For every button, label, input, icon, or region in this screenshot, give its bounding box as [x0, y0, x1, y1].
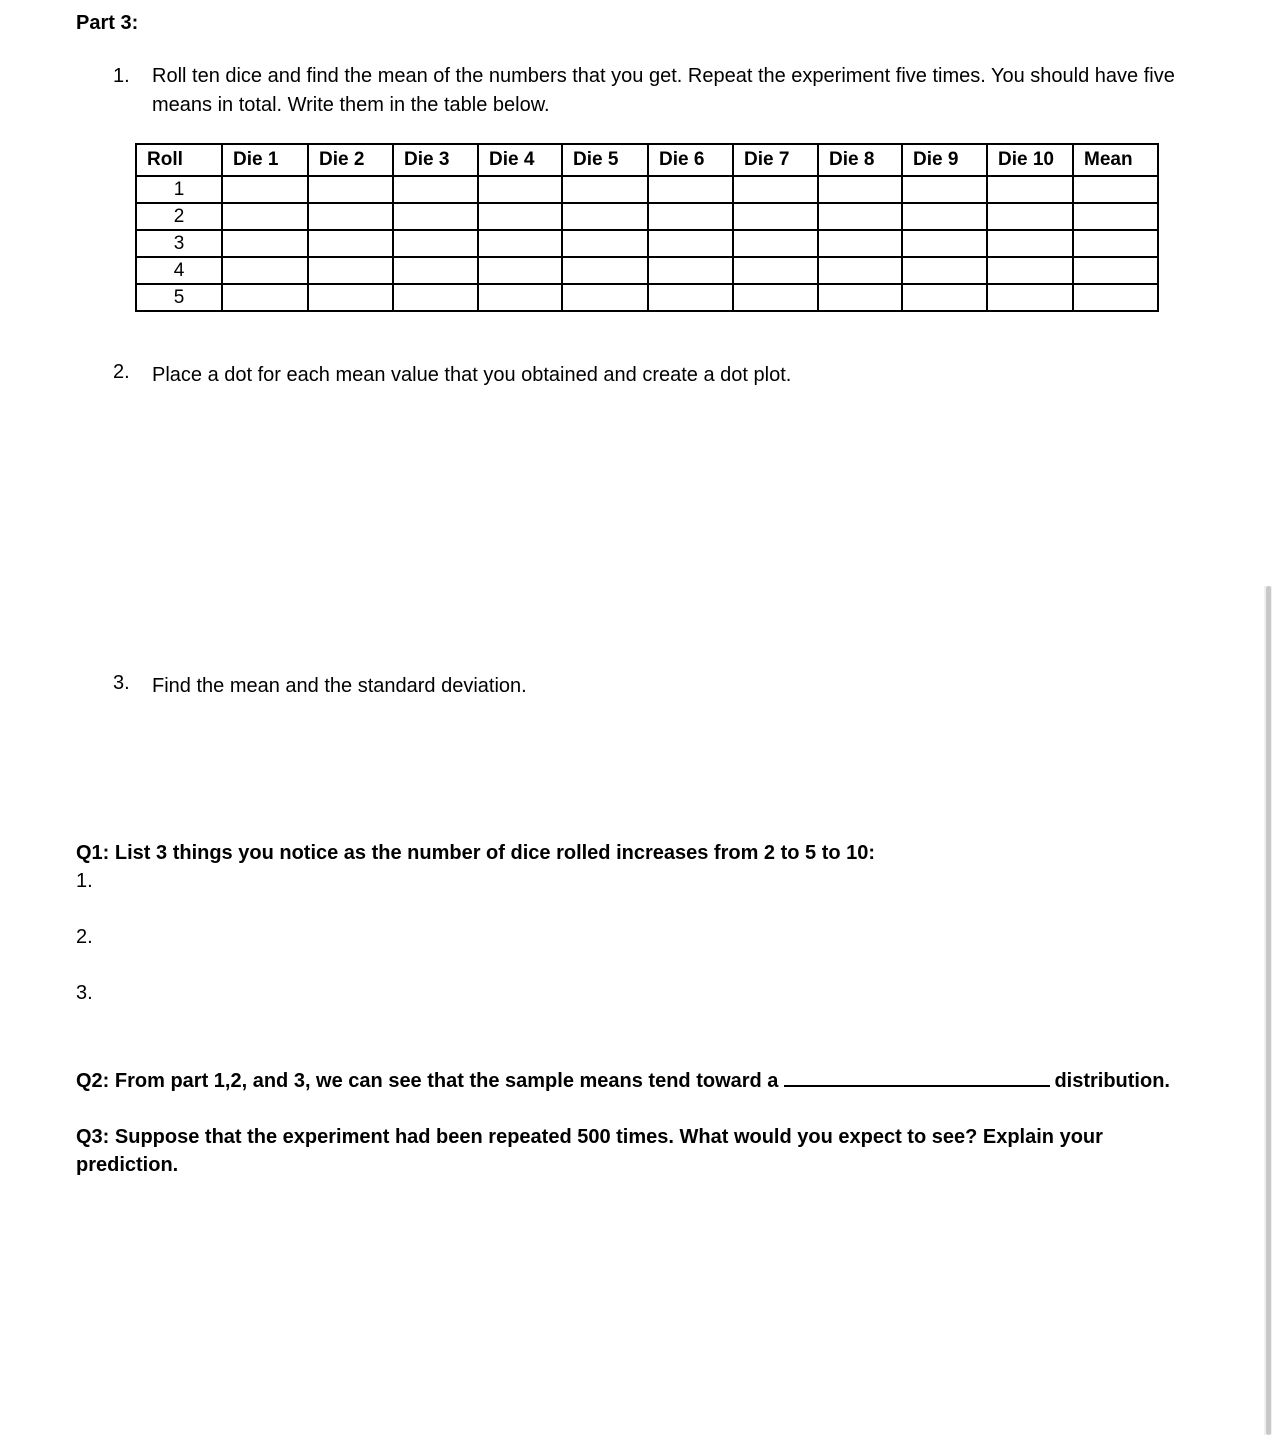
- q1-answer-1-label: 1.: [76, 870, 93, 892]
- table-cell[interactable]: [818, 257, 902, 284]
- table-cell[interactable]: [308, 284, 393, 311]
- q2-question: [76, 1067, 1170, 1093]
- table-cell[interactable]: [648, 176, 733, 203]
- table-row: [136, 257, 1158, 284]
- mean-cell[interactable]: [1073, 176, 1158, 203]
- table-row: [136, 230, 1158, 257]
- roll-number: 2: [136, 203, 222, 230]
- table-cell[interactable]: [902, 230, 987, 257]
- dice-table: [135, 143, 1159, 312]
- header-die-7: Die 7: [733, 144, 818, 176]
- q2-text-before: Q2: From part 1,2, and 3, we can see that the sample means tend toward a: [76, 1070, 779, 1092]
- table-cell[interactable]: [902, 176, 987, 203]
- table-cell[interactable]: [478, 176, 562, 203]
- table-cell[interactable]: [987, 176, 1073, 203]
- q2-answer-blank[interactable]: [784, 1067, 1050, 1087]
- mean-cell[interactable]: [1073, 284, 1158, 311]
- table-cell[interactable]: [733, 284, 818, 311]
- item-2-number: 2.: [113, 361, 130, 383]
- header-die-1: Die 1: [222, 144, 308, 176]
- table-cell[interactable]: [562, 257, 648, 284]
- table-cell[interactable]: [733, 230, 818, 257]
- header-die-8: Die 8: [818, 144, 902, 176]
- table-cell[interactable]: [733, 176, 818, 203]
- table-cell[interactable]: [818, 284, 902, 311]
- header-die-10: Die 10: [987, 144, 1073, 176]
- table-cell[interactable]: [987, 203, 1073, 230]
- q1-answer-2-label: 2.: [76, 926, 93, 948]
- table-cell[interactable]: [393, 176, 478, 203]
- mean-cell[interactable]: [1073, 230, 1158, 257]
- scrollbar-thumb[interactable]: [1266, 586, 1271, 1435]
- header-die-5: Die 5: [562, 144, 648, 176]
- table-cell[interactable]: [562, 176, 648, 203]
- item-3-text: Find the mean and the standard deviation.: [152, 675, 527, 697]
- table-cell[interactable]: [222, 176, 308, 203]
- header-mean: Mean: [1073, 144, 1158, 176]
- table-cell[interactable]: [987, 257, 1073, 284]
- item-2-text: Place a dot for each mean value that you obtained and create a dot plot.: [152, 364, 792, 386]
- header-die-2: Die 2: [308, 144, 393, 176]
- table-cell[interactable]: [222, 284, 308, 311]
- table-cell[interactable]: [308, 176, 393, 203]
- mean-cell[interactable]: [1073, 257, 1158, 284]
- roll-number: 4: [136, 257, 222, 284]
- header-die-4: Die 4: [478, 144, 562, 176]
- header-die-6: Die 6: [648, 144, 733, 176]
- table-cell[interactable]: [478, 203, 562, 230]
- q1-heading: Q1: List 3 things you notice as the number of dice rolled increases from 2 to 5 to 10:: [76, 842, 876, 864]
- roll-number: 5: [136, 284, 222, 311]
- roll-number: 3: [136, 230, 222, 257]
- table-cell[interactable]: [222, 257, 308, 284]
- table-cell[interactable]: [308, 230, 393, 257]
- header-die-3: Die 3: [393, 144, 478, 176]
- table-cell[interactable]: [478, 230, 562, 257]
- table-cell[interactable]: [393, 230, 478, 257]
- table-cell[interactable]: [562, 284, 648, 311]
- table-cell[interactable]: [902, 203, 987, 230]
- header-die-9: Die 9: [902, 144, 987, 176]
- part-title: Part 3:: [76, 12, 139, 34]
- table-cell[interactable]: [987, 284, 1073, 311]
- table-cell[interactable]: [478, 284, 562, 311]
- table-cell[interactable]: [393, 203, 478, 230]
- header-roll: Roll: [136, 144, 222, 176]
- item-1-number: 1.: [113, 65, 130, 87]
- table-cell[interactable]: [902, 257, 987, 284]
- mean-cell[interactable]: [1073, 203, 1158, 230]
- table-cell[interactable]: [562, 203, 648, 230]
- q2-text-after: distribution.: [1054, 1070, 1170, 1092]
- table-cell[interactable]: [308, 203, 393, 230]
- table-cell[interactable]: [648, 203, 733, 230]
- table-row: [136, 284, 1158, 311]
- table-cell[interactable]: [648, 284, 733, 311]
- roll-number: 1: [136, 176, 222, 203]
- table-cell[interactable]: [648, 230, 733, 257]
- table-cell[interactable]: [818, 230, 902, 257]
- table-header-row: [136, 144, 1158, 176]
- table-cell[interactable]: [222, 230, 308, 257]
- item-1-text: Roll ten dice and find the mean of the numbers that you get. Repeat the experiment five times. You should have five means in total. Write them in the table below.: [152, 65, 1175, 116]
- table-cell[interactable]: [733, 203, 818, 230]
- table-cell[interactable]: [222, 203, 308, 230]
- table-cell[interactable]: [393, 257, 478, 284]
- table-cell[interactable]: [648, 257, 733, 284]
- table-cell[interactable]: [818, 176, 902, 203]
- table-cell[interactable]: [733, 257, 818, 284]
- table-cell[interactable]: [393, 284, 478, 311]
- table-cell[interactable]: [987, 230, 1073, 257]
- table-row: [136, 203, 1158, 230]
- table-cell[interactable]: [478, 257, 562, 284]
- table-cell[interactable]: [562, 230, 648, 257]
- table-row: [136, 176, 1158, 203]
- table-cell[interactable]: [818, 203, 902, 230]
- item-3-number: 3.: [113, 672, 130, 694]
- q1-answer-3-label: 3.: [76, 982, 93, 1004]
- table-cell[interactable]: [308, 257, 393, 284]
- table-cell[interactable]: [902, 284, 987, 311]
- q3-question: Q3: Suppose that the experiment had been repeated 500 times. What would you expect to see? Explain your prediction.: [76, 1126, 1103, 1176]
